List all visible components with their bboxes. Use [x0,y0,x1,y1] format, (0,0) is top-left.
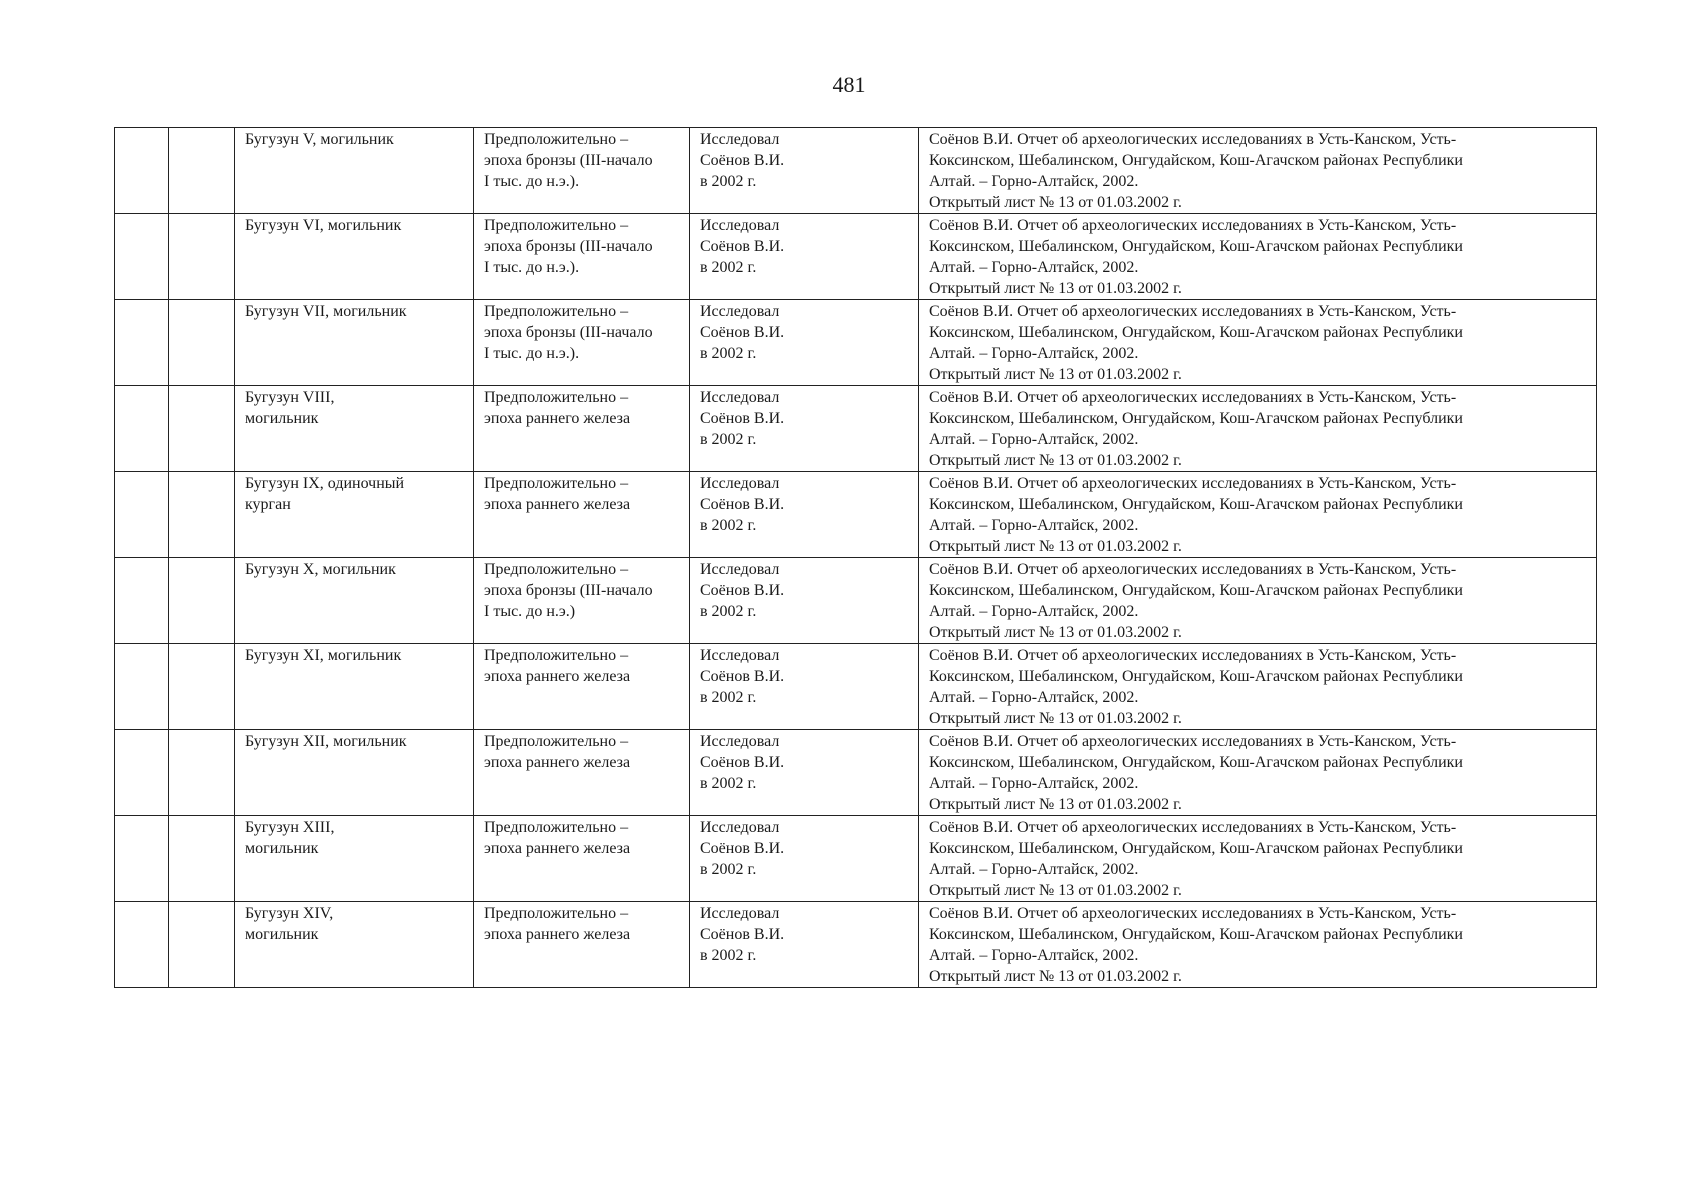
table-row [115,128,1597,214]
dating-cell: Предположительно – эпоха бронзы (III-начало I тыс. до н.э.) [474,558,690,644]
monument-name-cell: Бугузун X, могильник [235,558,474,644]
row-number-cell [115,902,169,988]
table-body [115,128,1597,988]
table-row [115,300,1597,386]
researcher-cell: Исследовал Соёнов В.И. в 2002 г. [690,730,919,816]
row-number-cell [115,816,169,902]
monument-name-cell: Бугузун XIII, могильник [235,816,474,902]
monument-name-cell: Бугузун XII, могильник [235,730,474,816]
dating-cell: Предположительно – эпоха раннего железа [474,644,690,730]
table-row [115,902,1597,988]
row-code-cell [169,902,235,988]
source-cell: Соёнов В.И. Отчет об археологических исследованиях в Усть-Канском, Усть- Коксинском, Шебалинском, Онгудайском, Кош-Агачском районах Республики Алтай. – Горно-Алтайск, 2002. Открытый лист № 13 от 01.03.2002 г. [919,816,1597,902]
source-cell: Соёнов В.И. Отчет об археологических исследованиях в Усть-Канском, Усть- Коксинском, Шебалинском, Онгудайском, Кош-Агачском районах Республики Алтай. – Горно-Алтайск, 2002. Открытый лист № 13 от 01.03.2002 г. [919,386,1597,472]
row-code-cell [169,558,235,644]
source-cell: Соёнов В.И. Отчет об археологических исследованиях в Усть-Канском, Усть- Коксинском, Шебалинском, Онгудайском, Кош-Агачском районах Республики Алтай. – Горно-Алтайск, 2002. Открытый лист № 13 от 01.03.2002 г. [919,730,1597,816]
monument-name-cell: Бугузун VII, могильник [235,300,474,386]
row-number-cell [115,214,169,300]
row-number-cell [115,558,169,644]
researcher-cell: Исследовал Соёнов В.И. в 2002 г. [690,558,919,644]
dating-cell: Предположительно – эпоха раннего железа [474,816,690,902]
monument-name-cell: Бугузун IX, одиночный курган [235,472,474,558]
dating-cell: Предположительно – эпоха раннего железа [474,730,690,816]
dating-cell: Предположительно – эпоха бронзы (III-начало I тыс. до н.э.). [474,214,690,300]
monument-name-cell: Бугузун XI, могильник [235,644,474,730]
table-row [115,386,1597,472]
row-number-cell [115,472,169,558]
researcher-cell: Исследовал Соёнов В.И. в 2002 г. [690,128,919,214]
row-code-cell [169,386,235,472]
page-number: 481 [832,72,866,97]
researcher-cell: Исследовал Соёнов В.И. в 2002 г. [690,300,919,386]
researcher-cell: Исследовал Соёнов В.И. в 2002 г. [690,386,919,472]
row-number-cell [115,644,169,730]
table-row [115,472,1597,558]
row-code-cell [169,472,235,558]
dating-cell: Предположительно – эпоха раннего железа [474,902,690,988]
researcher-cell: Исследовал Соёнов В.И. в 2002 г. [690,472,919,558]
researcher-cell: Исследовал Соёнов В.И. в 2002 г. [690,644,919,730]
row-number-cell [115,300,169,386]
row-code-cell [169,730,235,816]
dating-cell: Предположительно – эпоха бронзы (III-начало I тыс. до н.э.). [474,128,690,214]
monument-name-cell: Бугузун XIV, могильник [235,902,474,988]
monument-name-cell: Бугузун VIII, могильник [235,386,474,472]
row-number-cell [115,128,169,214]
row-code-cell [169,300,235,386]
table-row [115,644,1597,730]
row-code-cell [169,214,235,300]
researcher-cell: Исследовал Соёнов В.И. в 2002 г. [690,816,919,902]
row-number-cell [115,730,169,816]
source-cell: Соёнов В.И. Отчет об археологических исследованиях в Усть-Канском, Усть- Коксинском, Шебалинском, Онгудайском, Кош-Агачском районах Республики Алтай. – Горно-Алтайск, 2002. Открытый лист № 13 от 01.03.2002 г. [919,644,1597,730]
monuments-table [114,127,1597,988]
dating-cell: Предположительно – эпоха бронзы (III-начало I тыс. до н.э.). [474,300,690,386]
table-row [115,214,1597,300]
dating-cell: Предположительно – эпоха раннего железа [474,472,690,558]
row-code-cell [169,816,235,902]
monument-name-cell: Бугузун VI, могильник [235,214,474,300]
row-number-cell [115,386,169,472]
source-cell: Соёнов В.И. Отчет об археологических исследованиях в Усть-Канском, Усть- Коксинском, Шебалинском, Онгудайском, Кош-Агачском районах Республики Алтай. – Горно-Алтайск, 2002. Открытый лист № 13 от 01.03.2002 г. [919,902,1597,988]
source-cell: Соёнов В.И. Отчет об археологических исследованиях в Усть-Канском, Усть- Коксинском, Шебалинском, Онгудайском, Кош-Агачском районах Республики Алтай. – Горно-Алтайск, 2002. Открытый лист № 13 от 01.03.2002 г. [919,558,1597,644]
dating-cell: Предположительно – эпоха раннего железа [474,386,690,472]
table-row [115,558,1597,644]
table-row [115,816,1597,902]
row-code-cell [169,644,235,730]
table-row [115,730,1597,816]
monument-name-cell: Бугузун V, могильник [235,128,474,214]
researcher-cell: Исследовал Соёнов В.И. в 2002 г. [690,214,919,300]
researcher-cell: Исследовал Соёнов В.И. в 2002 г. [690,902,919,988]
source-cell: Соёнов В.И. Отчет об археологических исследованиях в Усть-Канском, Усть- Коксинском, Шебалинском, Онгудайском, Кош-Агачском районах Республики Алтай. – Горно-Алтайск, 2002. Открытый лист № 13 от 01.03.2002 г. [919,300,1597,386]
source-cell: Соёнов В.И. Отчет об археологических исследованиях в Усть-Канском, Усть- Коксинском, Шебалинском, Онгудайском, Кош-Агачском районах Республики Алтай. – Горно-Алтайск, 2002. Открытый лист № 13 от 01.03.2002 г. [919,214,1597,300]
row-code-cell [169,128,235,214]
source-cell: Соёнов В.И. Отчет об археологических исследованиях в Усть-Канском, Усть- Коксинском, Шебалинском, Онгудайском, Кош-Агачском районах Республики Алтай. – Горно-Алтайск, 2002. Открытый лист № 13 от 01.03.2002 г. [919,128,1597,214]
source-cell: Соёнов В.И. Отчет об археологических исследованиях в Усть-Канском, Усть- Коксинском, Шебалинском, Онгудайском, Кош-Агачском районах Республики Алтай. – Горно-Алтайск, 2002. Открытый лист № 13 от 01.03.2002 г. [919,472,1597,558]
